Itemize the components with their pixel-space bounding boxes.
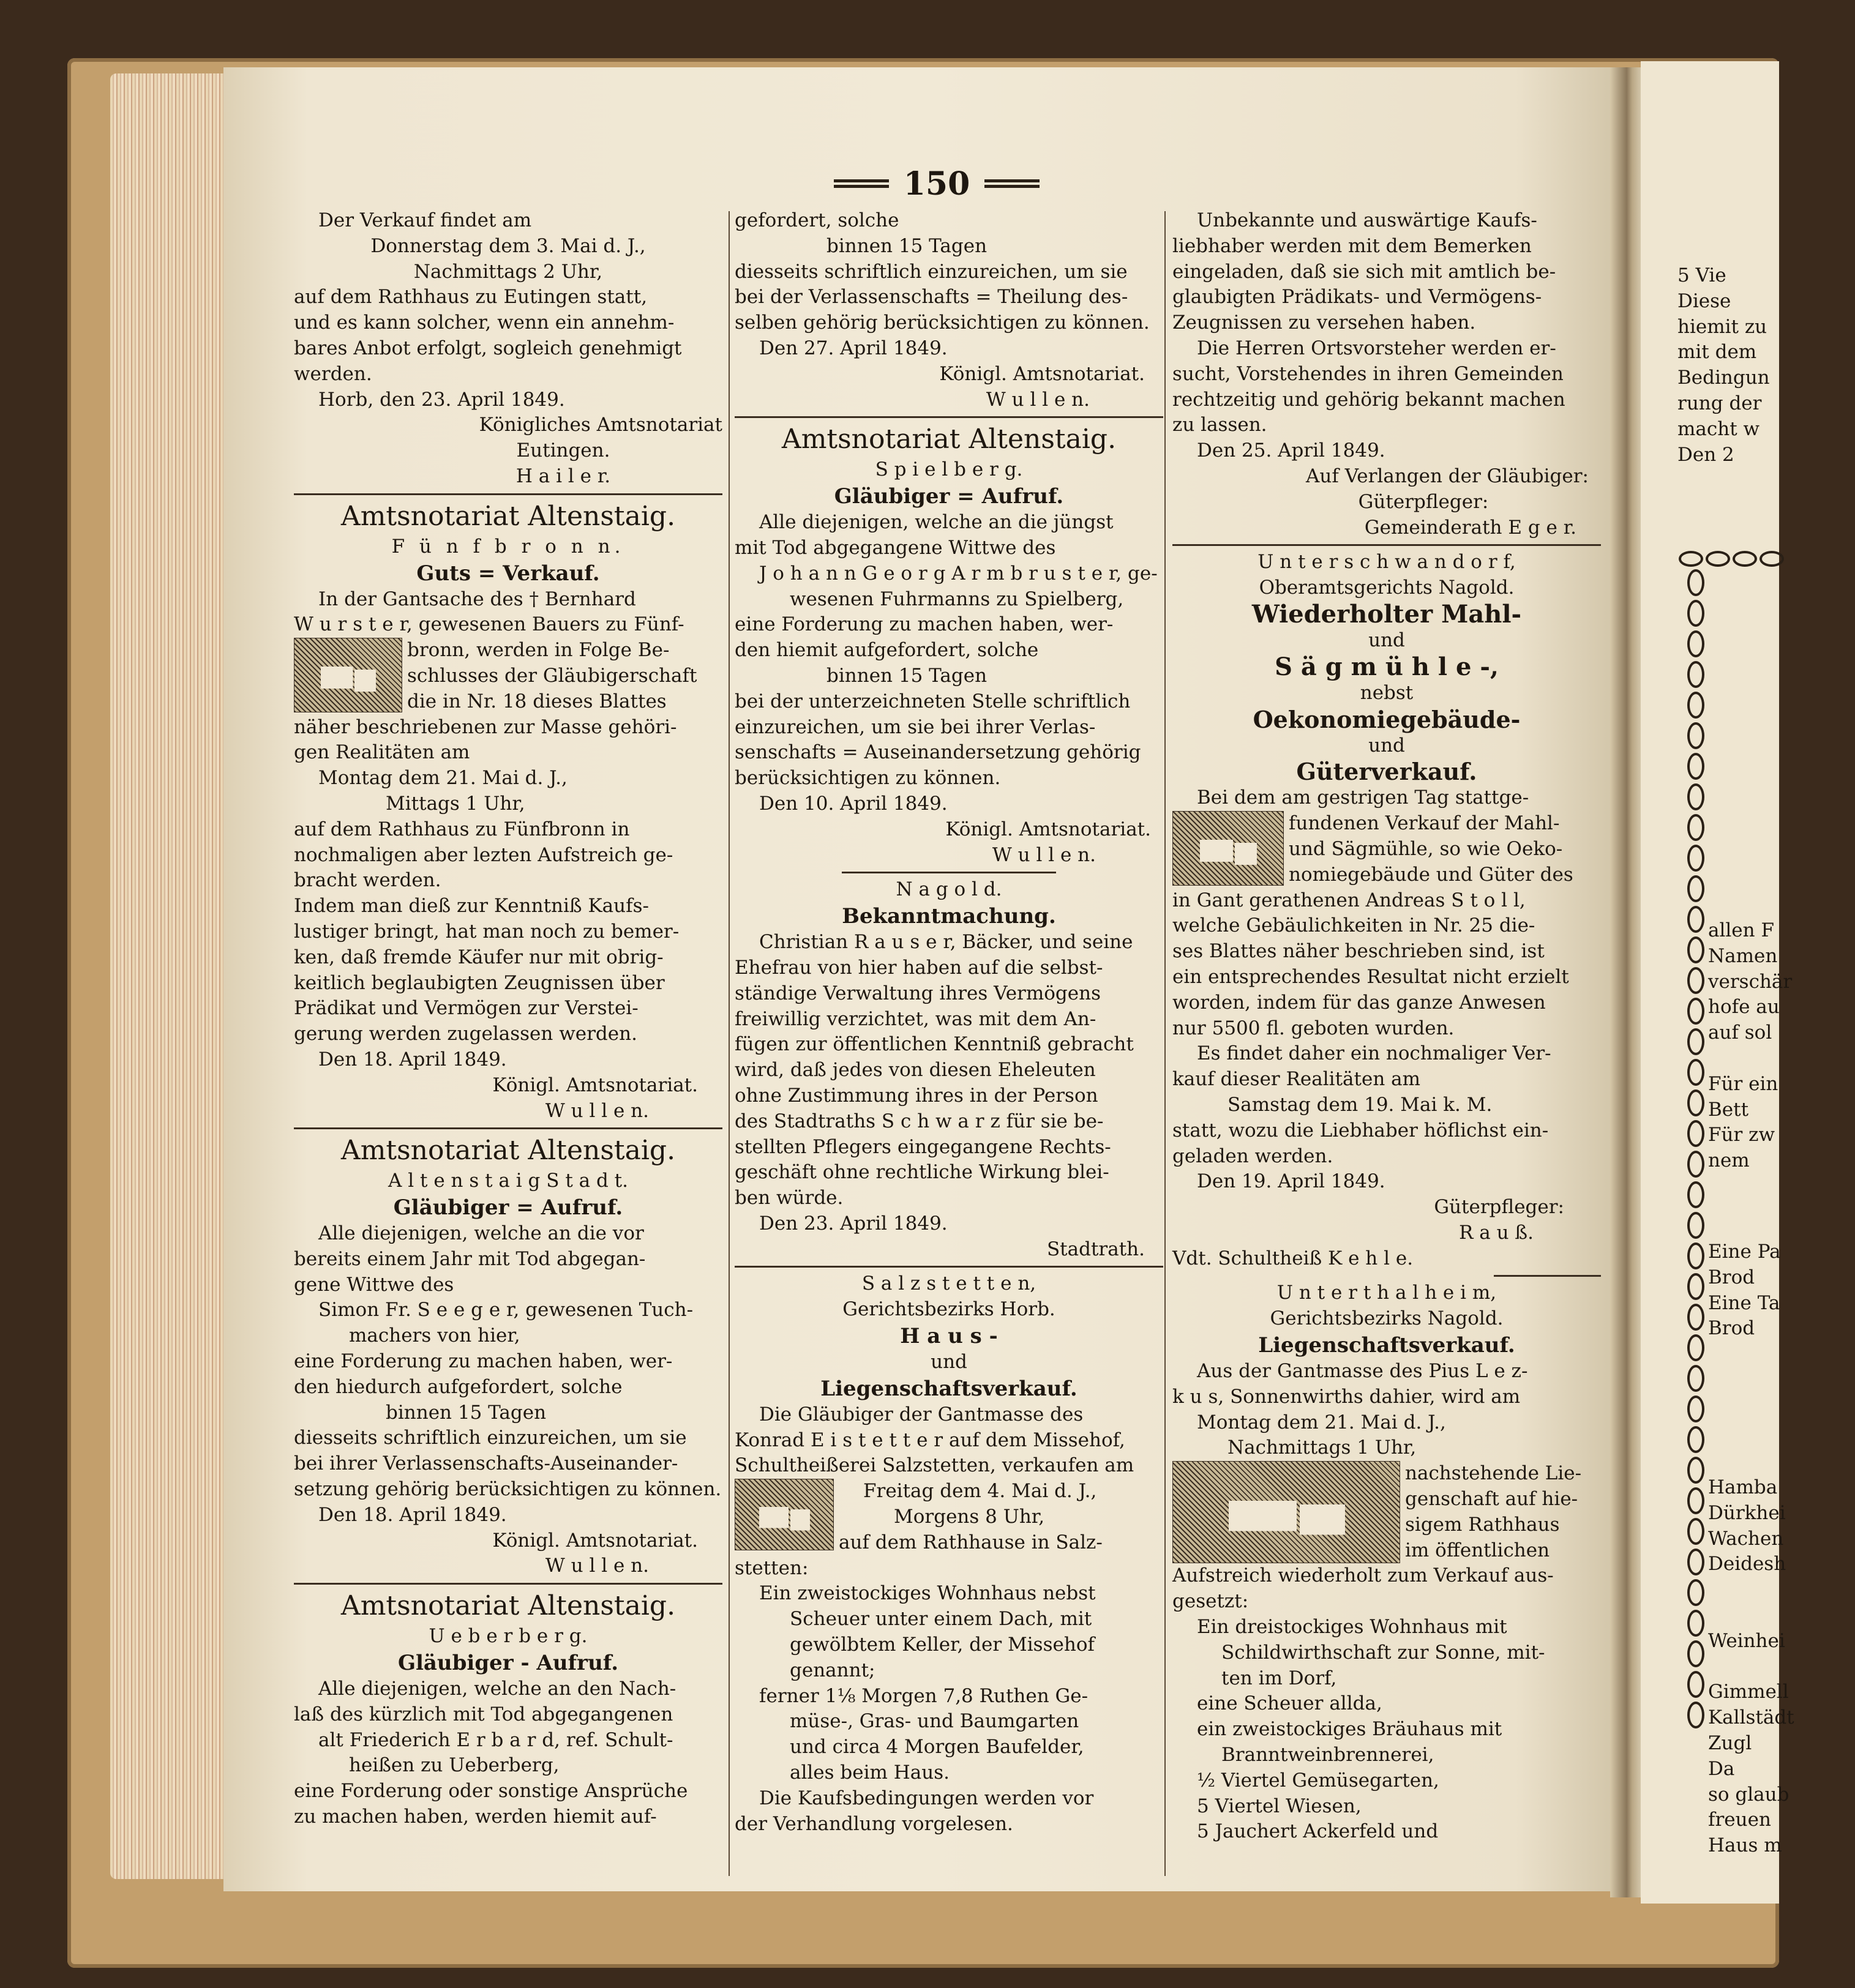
notice-place: S a l z s t e t t e n, — [861, 1272, 1036, 1295]
notice-district: Gerichtsbezirks Nagold. — [1270, 1307, 1504, 1330]
notice-unterschwandorf — [1172, 550, 1601, 1271]
ornament-link — [1759, 551, 1784, 567]
text-line: k u s, Sonnenwirths dahier, wird am — [1172, 1385, 1521, 1408]
text-line: Prädikat und Vermögen zur Verstei- — [294, 997, 639, 1020]
signature: W u l l e n. — [545, 1555, 649, 1577]
section-divider — [1172, 544, 1601, 546]
section-divider — [1494, 1275, 1601, 1277]
text-line: keitlich beglaubigten Zeugnissen über — [294, 971, 665, 994]
text-line: 5 Jauchert Ackerfeld und — [1197, 1820, 1439, 1843]
text-fragment: Deidesh — [1708, 1553, 1786, 1575]
notice-place: U n t e r s c h w a n d o r f, — [1257, 551, 1516, 574]
text-line: nomiegebäude und Güter des — [1289, 863, 1573, 886]
text-line: laß des kürzlich mit Tod abgegangenen — [294, 1703, 673, 1725]
notice-heading: Amtsnotariat Altenstaig. — [340, 1590, 676, 1622]
text-line: Donnerstag dem 3. Mai d. J., — [370, 234, 646, 257]
text-line: der Verhandlung vorgelesen. — [735, 1812, 1013, 1835]
text-fragment: Eine Ta — [1708, 1291, 1780, 1314]
text-line: und — [1368, 629, 1405, 651]
notice-place: U e b e r b e r g. — [429, 1625, 588, 1648]
text-line: Den 19. April 1849. — [1197, 1170, 1385, 1193]
text-fragment: Eine Pa — [1708, 1241, 1781, 1263]
text-line: Indem man dieß zur Kenntniß Kaufs- — [294, 895, 649, 917]
text-line: fügen zur öffentlichen Kenntniß gebracht — [735, 1033, 1134, 1056]
text-line: bei der unterzeichneten Stelle schriftlich — [735, 690, 1131, 712]
text-fragment: Kallstädt — [1708, 1706, 1794, 1729]
header-ornament-right — [984, 179, 1040, 188]
text-line: Bei dem am gestrigen Tag stattge- — [1197, 787, 1529, 809]
text-line: einzureichen, um sie bei ihrer Verlas- — [735, 716, 1096, 738]
text-fragment: Wachen — [1708, 1527, 1784, 1550]
text-line: 5 Viertel Wiesen, — [1197, 1795, 1362, 1817]
text-fragment: macht w — [1677, 417, 1760, 440]
text-line: eine Forderung zu machen haben, wer- — [294, 1350, 673, 1373]
notice-place: S p i e l b e r g. — [875, 458, 1023, 481]
text-fragment: rung der — [1677, 392, 1762, 414]
text-line: nur 5500 fl. geboten wurden. — [1172, 1017, 1455, 1039]
column-2 — [735, 208, 1163, 1885]
text-line: diesseits schriftlich einzureichen, um sie — [735, 260, 1128, 283]
text-line: Auf Verlangen der Gläubiger: — [1306, 465, 1589, 487]
text-line: Güterpfleger: — [1358, 490, 1489, 513]
text-line: bei ihrer Verlassenschafts-Auseinander- — [294, 1452, 678, 1475]
text-line: Scheuer unter einem Dach, mit — [790, 1608, 1092, 1631]
text-line: schlusses der Gläubigerschaft — [407, 664, 697, 687]
signature: W u l l e n. — [992, 843, 1096, 866]
text-line: Nachmittags 2 Uhr, — [413, 260, 603, 283]
text-fragment: 5 Vie — [1677, 264, 1726, 286]
text-line: und — [1368, 734, 1405, 757]
text-line: bronn, werden in Folge Be- — [407, 639, 670, 662]
text-fragment: Zugl — [1708, 1732, 1752, 1754]
notice-place: N a g o l d. — [896, 878, 1002, 901]
column-rule — [729, 211, 730, 1876]
text-fragment: Brod — [1708, 1317, 1755, 1340]
notice-title: Gläubiger - Aufruf. — [397, 1651, 619, 1676]
notice-title: Güterverkauf. — [1296, 758, 1477, 786]
signature: Gemeinderath E g e r. — [1364, 516, 1576, 539]
text-line: Königl. Amtsnotariat. — [945, 818, 1151, 840]
text-fragment: Da — [1708, 1757, 1735, 1780]
notice-title: Bekanntmachung. — [842, 904, 1056, 929]
text-line: ein zweistockiges Bräuhaus mit — [1197, 1718, 1502, 1741]
text-fragment: hofe au — [1708, 996, 1780, 1018]
notice-place: U n t e r t h a l h e i m, — [1276, 1282, 1497, 1304]
text-line: sigem Rathhaus — [1405, 1513, 1560, 1536]
text-line: und circa 4 Morgen Baufelder, — [790, 1736, 1084, 1758]
text-line: setzung gehörig berücksichtigen zu können. — [294, 1478, 722, 1501]
text-line: gene Wittwe des — [294, 1273, 454, 1296]
adjacent-page-text-mid — [1708, 918, 1855, 1174]
text-line: Die Gläubiger der Gantmasse des — [759, 1403, 1084, 1426]
text-line: Ein zweistockiges Wohnhaus nebst — [759, 1582, 1096, 1605]
text-line: geladen werden. — [1172, 1145, 1333, 1167]
signature: R a u ß. — [1459, 1221, 1534, 1244]
column-rule — [1164, 211, 1166, 1876]
column-3 — [1172, 208, 1601, 1885]
adjacent-page — [1641, 61, 1794, 1904]
text-line: binnen 15 Tagen — [386, 1401, 547, 1424]
text-line: in Gant gerathenen Andreas S t o l l, — [1172, 889, 1526, 911]
text-line: Eutingen. — [516, 439, 610, 462]
text-line: Königl. Amtsnotariat. — [492, 1074, 698, 1096]
text-line: Ehefrau von hier haben auf die selbst- — [735, 956, 1103, 979]
text-line: machers von hier, — [349, 1325, 520, 1347]
text-fragment: Namen — [1708, 944, 1778, 967]
signature: Stadtrath. — [1046, 1238, 1145, 1260]
text-line: selben gehörig berücksichtigen zu können. — [735, 312, 1150, 334]
text-line: gen Realitäten am — [294, 741, 470, 764]
text-line: Montag dem 21. Mai d. J., — [1197, 1411, 1446, 1433]
text-line: berücksichtigen zu können. — [735, 767, 1001, 790]
text-line: glaubigten Prädikats- und Vermögens- — [1172, 286, 1542, 308]
text-line: binnen 15 Tagen — [826, 664, 987, 687]
text-line: Konrad E i s t e t t e r auf dem Missehof, — [735, 1429, 1125, 1451]
text-line: im öffentlichen — [1405, 1539, 1550, 1561]
text-line: lustiger bringt, hat man noch zu bemer- — [294, 920, 680, 943]
notice-title: Wiederholter Mahl- — [1251, 599, 1522, 629]
ornament-link — [1733, 551, 1757, 567]
text-fragment: mit dem — [1677, 341, 1757, 364]
text-line: Den 18. April 1849. — [318, 1503, 507, 1526]
farmhouse-woodcut-image — [735, 1479, 834, 1550]
ornament-border-top — [1679, 551, 1784, 567]
signature: H a i l e r. — [515, 465, 611, 487]
mill-woodcut-image — [1172, 811, 1284, 886]
notice-heading: Amtsnotariat Altenstaig. — [781, 424, 1117, 455]
section-divider — [735, 1266, 1163, 1268]
farmhouse-woodcut-image — [294, 638, 402, 712]
text-line: liebhaber werden mit dem Bemerken — [1172, 234, 1532, 257]
ornament-link — [1706, 551, 1730, 567]
column-1 — [294, 208, 722, 1885]
text-line: Güterpfleger: — [1434, 1196, 1564, 1219]
notice-salzstetten — [735, 1271, 1163, 1837]
text-line: Die Herren Ortsvorsteher werden er- — [1197, 337, 1556, 359]
text-line: gerung werden zugelassen werden. — [294, 1023, 637, 1045]
text-line: stetten: — [735, 1556, 809, 1579]
text-line: welche Gebäulichkeiten in Nr. 25 die- — [1172, 914, 1535, 937]
notice-title: H a u s - — [900, 1324, 998, 1349]
text-line: gewölbtem Keller, der Missehof — [790, 1634, 1095, 1656]
text-fragment: Dürkhei — [1708, 1501, 1786, 1524]
text-line: ses Blattes näher beschrieben sind, ist — [1172, 940, 1545, 963]
text-line: Den 23. April 1849. — [759, 1212, 948, 1235]
notice-title: Gläubiger = Aufruf. — [834, 484, 1064, 509]
text-line: Samstag dem 19. Mai k. M. — [1227, 1093, 1493, 1116]
text-line: bracht werden. — [294, 869, 441, 892]
text-line: und es kann solcher, wenn ein annehm- — [294, 312, 675, 334]
text-line: ten im Dorf, — [1221, 1667, 1337, 1689]
page-number: 150 — [903, 165, 970, 203]
section-divider — [842, 872, 1056, 873]
notice-title: Guts = Verkauf. — [416, 561, 600, 586]
text-fragment — [1708, 1046, 1855, 1072]
text-line: wird, daß jedes von diesen Eheleuten — [735, 1059, 1096, 1082]
text-line: Den 27. April 1849. — [759, 337, 948, 359]
section-divider — [294, 1127, 722, 1129]
text-fragment: nem — [1708, 1149, 1750, 1172]
text-line: auf dem Rathhaus zu Fünfbronn in — [294, 818, 630, 840]
ornament-border-left — [1684, 569, 1708, 1732]
text-line: senschafts = Auseinandersetzung gehörig — [735, 741, 1141, 764]
text-line: J o h a n n G e o r g A r m b r u s t e r, ge- — [759, 562, 1158, 585]
text-line: heißen zu Ueberberg, — [349, 1754, 560, 1777]
text-line: des Stadtraths S c h w a r z für sie be- — [735, 1110, 1104, 1132]
text-fragment — [1708, 1577, 1855, 1603]
text-line: alt Friederich E r b a r d, ref. Schult- — [318, 1728, 673, 1751]
signature: W u l l e n. — [545, 1099, 649, 1122]
notice-title: Liegenschaftsverkauf. — [820, 1376, 1077, 1401]
text-line: nebst — [1360, 681, 1414, 704]
text-line: bares Anbot erfolgt, sogleich genehmigt — [294, 337, 682, 359]
text-line: sucht, Vorstehendes in ihren Gemeinden — [1172, 362, 1564, 385]
text-line: stellten Pflegers eingegangene Rechts- — [735, 1135, 1111, 1158]
text-line: Königl. Amtsnotariat. — [939, 362, 1145, 385]
text-line: ferner 1⅛ Morgen 7,8 Ruthen Ge- — [759, 1684, 1089, 1707]
text-line: geschäft ohne rechtliche Wirkung blei- — [735, 1161, 1109, 1184]
text-line: ken, daß fremde Käufer nur mit obrig- — [294, 946, 664, 968]
text-line: auf dem Rathhaus zu Eutingen statt, — [294, 286, 648, 308]
page-header — [808, 165, 1065, 202]
text-line: freiwillig verzichtet, was mit dem An- — [735, 1007, 1096, 1030]
notice-heading: Amtsnotariat Altenstaig. — [340, 500, 676, 532]
page-edges — [110, 73, 233, 1879]
text-line: ohne Zustimmung ihres in der Person — [735, 1084, 1098, 1107]
text-line: Nachmittags 1 Uhr, — [1227, 1437, 1417, 1459]
text-line: gesetzt: — [1172, 1590, 1249, 1613]
text-line: nochmaligen aber lezten Aufstreich ge- — [294, 843, 673, 866]
text-fragment: auf sol — [1708, 1022, 1772, 1044]
text-line: Mittags 1 Uhr, — [386, 792, 525, 815]
text-line: eine Forderung zu machen haben, wer- — [735, 613, 1114, 636]
text-line: ben würde. — [735, 1187, 844, 1209]
notice-ueberberg-end — [735, 208, 1163, 413]
text-line: mit Tod abgegangene Wittwe des — [735, 536, 1056, 559]
text-line: gefordert, solche — [735, 209, 899, 231]
text-line: Alle diejenigen, welche an den Nach- — [318, 1678, 676, 1700]
text-line: Königl. Amtsnotariat. — [492, 1529, 698, 1552]
signature: Vdt. Schultheiß K e h l e. — [1172, 1247, 1414, 1269]
text-line: genschaft auf hie- — [1405, 1488, 1578, 1511]
text-line: wesenen Fuhrmanns zu Spielberg, — [790, 588, 1124, 610]
notice-district: Gerichtsbezirks Horb. — [842, 1298, 1055, 1321]
text-fragment: freuen — [1708, 1809, 1771, 1831]
signature: W u l l e n. — [986, 388, 1090, 411]
village-woodcut-image — [1172, 1461, 1400, 1563]
text-line: Simon Fr. S e e g e r, gewesenen Tuch- — [318, 1299, 694, 1321]
text-fragment: hiemit zu — [1677, 315, 1767, 338]
text-line: Unbekannte und auswärtige Kaufs- — [1197, 209, 1537, 231]
text-line: und — [931, 1351, 967, 1373]
text-line: Montag dem 21. Mai d. J., — [318, 767, 568, 790]
text-line: Horb, den 23. April 1849. — [318, 388, 565, 411]
text-fragment: Weinhei — [1708, 1629, 1785, 1652]
text-fragment: Für ein — [1708, 1072, 1778, 1095]
text-line: eingeladen, daß sie sich mit amtlich be- — [1172, 260, 1556, 283]
notice-district: Oberamtsgerichts Nagold. — [1259, 577, 1515, 599]
text-line: alles beim Haus. — [790, 1762, 950, 1784]
text-fragment: verschär — [1708, 970, 1793, 993]
text-line: den hiemit aufgefordert, solche — [735, 639, 1039, 662]
notice-title: Liegenschaftsverkauf. — [1258, 1333, 1515, 1358]
text-line: W u r s t e r, gewesenen Bauers zu Fünf- — [294, 613, 684, 636]
notice-nagold — [735, 877, 1163, 1262]
text-line: Es findet daher ein nochmaliger Ver- — [1197, 1042, 1551, 1065]
notice-unterthalheim — [1172, 1280, 1601, 1845]
text-line: zu machen haben, werden hiemit auf- — [294, 1806, 657, 1828]
text-line: und Sägmühle, so wie Oeko- — [1289, 837, 1563, 860]
section-divider — [294, 493, 722, 495]
text-line: Schultheißerei Salzstetten, verkaufen am — [735, 1454, 1134, 1477]
text-line: ½ Viertel Gemüsegarten, — [1197, 1769, 1439, 1792]
text-line: Morgens 8 Uhr, — [894, 1506, 1045, 1528]
notice-ueberberg — [294, 1588, 722, 1830]
notice-fuenfbronn — [294, 499, 722, 1124]
text-line: Branntweinbrennerei, — [1221, 1744, 1434, 1766]
text-line: Den 25. April 1849. — [1197, 439, 1385, 462]
text-line: ständige Verwaltung ihres Vermögens — [735, 982, 1101, 1004]
text-line: den hiedurch aufgefordert, solche — [294, 1375, 623, 1398]
text-line: zu lassen. — [1172, 414, 1267, 436]
text-line: genannt; — [790, 1659, 875, 1681]
text-line: Zeugnissen zu versehen haben. — [1172, 312, 1476, 334]
notice-title: S ä g m ü h l e -, — [1275, 652, 1499, 681]
section-divider — [294, 1583, 722, 1585]
notice-heading: Amtsnotariat Altenstaig. — [340, 1135, 676, 1167]
text-fragment: Hamba — [1708, 1476, 1778, 1498]
text-line: näher beschriebenen zur Masse gehöri- — [294, 716, 677, 738]
section-divider — [735, 416, 1163, 418]
adjacent-page-text-bottom — [1708, 1475, 1855, 1859]
text-line: Den 18. April 1849. — [318, 1048, 507, 1071]
text-line: fundenen Verkauf der Mahl- — [1289, 812, 1560, 835]
notice-place: A l t e n s t a i g S t a d t. — [388, 1170, 628, 1192]
text-fragment: Diese — [1677, 290, 1731, 312]
text-line: statt, wozu die Liebhaber höflichst ein- — [1172, 1119, 1549, 1142]
text-line: Aufstreich wiederholt zum Verkauf aus- — [1172, 1564, 1554, 1587]
text-line: Den 10. April 1849. — [759, 792, 948, 815]
text-fragment: Bedingun — [1677, 367, 1770, 389]
text-fragment — [1708, 1654, 1855, 1680]
text-line: Alle diejenigen, welche an die jüngst — [759, 511, 1114, 534]
text-fragment — [1708, 1603, 1855, 1629]
text-line: müse-, Gras- und Baumgarten — [790, 1710, 1079, 1733]
text-line: Der Verkauf findet am — [318, 209, 532, 231]
text-line: diesseits schriftlich einzureichen, um sie — [294, 1427, 687, 1449]
notice-salzstetten-end — [1172, 208, 1601, 540]
text-line: werden. — [294, 362, 372, 385]
text-line: ein entsprechendes Resultat nicht erzielt — [1172, 965, 1569, 988]
notice-place: F ü n f b r o n n. — [391, 535, 625, 558]
text-fragment: so glaub — [1708, 1783, 1789, 1806]
text-line: Ein dreistockiges Wohnhaus mit — [1197, 1616, 1507, 1639]
text-line: Die Kaufsbedingungen werden vor — [759, 1787, 1094, 1809]
text-line: eine Forderung oder sonstige Ansprüche — [294, 1780, 688, 1803]
text-line: worden, indem für das ganze Anwesen — [1172, 991, 1546, 1014]
text-line: die in Nr. 18 dieses Blattes — [407, 690, 667, 712]
text-fragment: Haus m — [1708, 1834, 1782, 1857]
notice-eutingen-end — [294, 208, 722, 490]
text-line: binnen 15 Tagen — [826, 234, 987, 257]
text-line: bereits einem Jahr mit Tod abgegan- — [294, 1247, 646, 1270]
notice-spielberg — [735, 422, 1163, 868]
text-fragment: Brod — [1708, 1266, 1755, 1288]
text-fragment: Den 2 — [1677, 443, 1734, 466]
adjacent-page-text-low — [1708, 1239, 1855, 1342]
text-line: rechtzeitig und gehörig bekannt machen — [1172, 388, 1565, 411]
text-line: kauf dieser Realitäten am — [1172, 1068, 1421, 1091]
text-fragment: Für zw — [1708, 1124, 1775, 1146]
notice-title: Gläubiger = Aufruf. — [393, 1195, 623, 1220]
header-ornament-left — [834, 179, 889, 188]
text-line: nachstehende Lie- — [1405, 1462, 1582, 1485]
text-line: auf dem Rathhause in Salz- — [839, 1531, 1103, 1553]
text-fragment: Bett — [1708, 1098, 1749, 1121]
text-fragment: allen F — [1708, 919, 1774, 941]
notice-altenstaig-stadt — [294, 1133, 722, 1579]
text-line: Freitag dem 4. Mai d. J., — [863, 1480, 1097, 1503]
adjacent-page-text-top — [1677, 263, 1824, 468]
text-fragment: Gimmell — [1708, 1681, 1789, 1703]
text-line: Aus der Gantmasse des Pius L e z- — [1197, 1360, 1528, 1383]
notice-title: Oekonomiegebäude- — [1253, 705, 1521, 733]
text-line: bei der Verlassenschafts = Theilung des- — [735, 286, 1128, 308]
text-line: Königliches Amtsnotariat — [479, 414, 722, 436]
text-line: Alle diejenigen, welche an die vor — [318, 1222, 644, 1245]
text-line: eine Scheuer allda, — [1197, 1692, 1382, 1715]
text-line: Schildwirthschaft zur Sonne, mit- — [1221, 1641, 1545, 1664]
text-line: In der Gantsache des † Bernhard — [318, 588, 636, 610]
ornament-link — [1679, 551, 1703, 567]
text-line: Christian R a u s e r, Bäcker, und seine — [759, 931, 1133, 954]
